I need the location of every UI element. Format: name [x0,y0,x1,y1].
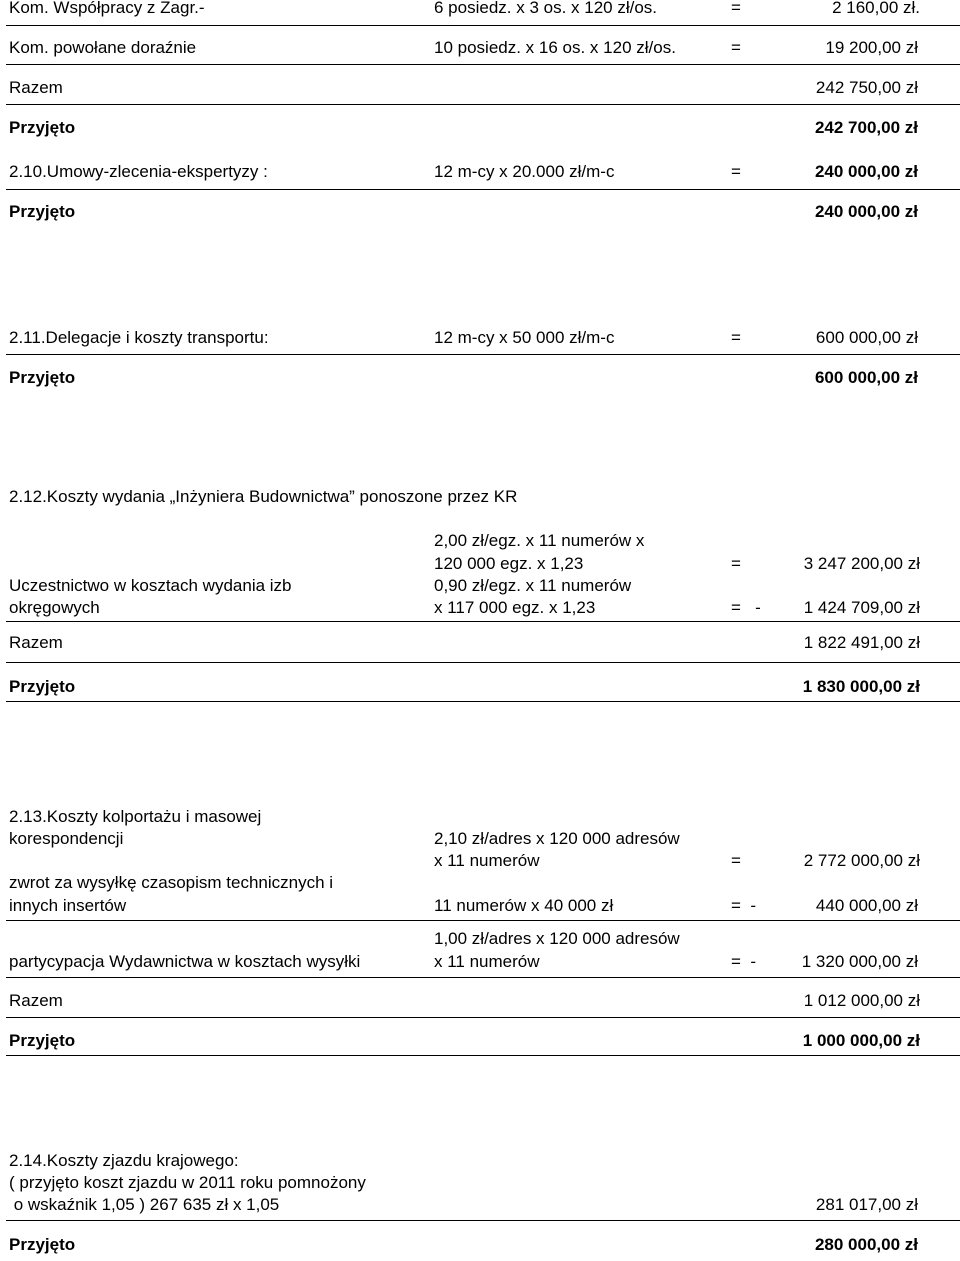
accepted-label: Przyjęto [9,118,76,137]
row-equals: = - [731,896,757,915]
row-amount: 440 000,00 zł [815,896,918,915]
row-label: Kom. powołane doraźnie [9,38,197,57]
row-amount: 600 000,00 zł [815,328,918,347]
accepted-label: Przyjęto [9,1235,76,1254]
row-calc: 6 posiedz. x 3 os. x 120 zł/os. [434,0,658,17]
row-calc: 1,00 zł/adres x 120 000 adresów [434,929,680,948]
row-calc: 0,90 zł/egz. x 11 numerów [434,576,632,595]
section-title: 2.11.Delegacje i koszty transportu: [9,328,269,347]
row-amount: 1 424 709,00 zł [803,598,920,617]
row-equals: = - [731,952,757,971]
row-calc: x 11 numerów [434,952,540,971]
accepted-amount: 1 000 000,00 zł [802,1031,920,1050]
row-calc: 12 m-cy x 20.000 zł/m-c [434,162,615,181]
row-label: partycypacja Wydawnictwa w kosztach wysyłki [9,952,361,971]
row-calc: 2,10 zł/adres x 120 000 adresów [434,829,680,848]
accepted-label: Przyjęto [9,368,76,387]
total-amount: 1 012 000,00 zł [803,991,920,1010]
row-calc: 10 posiedz. x 16 os. x 120 zł/os. [434,38,676,57]
section-title-line2: korespondencji [9,829,124,848]
divider [6,701,960,702]
accepted-label: Przyjęto [9,677,76,696]
row-amount: 3 247 200,00 zł [803,554,920,573]
section-title: 2.10.Umowy-zlecenia-ekspertyzy : [9,162,268,181]
divider [6,25,960,26]
total-amount: 1 822 491,00 zł [803,633,920,652]
row-calc: 2,00 zł/egz. x 11 numerów x [434,531,645,550]
accepted-label: Przyjęto [9,1031,76,1050]
row-equals: = [731,0,741,17]
row-label: zwrot za wysyłkę czasopism technicznych i [9,873,334,892]
divider [6,662,960,663]
accepted-amount: 600 000,00 zł [814,368,918,387]
section-title: 2.12.Koszty wydania „Inżyniera Budownictwa” ponoszone przez KR [9,487,518,506]
row-calc: x 11 numerów [434,851,540,870]
row-equals: = [731,328,741,347]
section-note: o wskaźnik 1,05 ) 267 635 zł x 1,05 [9,1195,280,1214]
row-label: Uczestnictwo w kosztach wydania izb [9,576,292,595]
accepted-label: Przyjęto [9,202,76,221]
row-calc: x 117 000 egz. x 1,23 [434,598,596,617]
row-equals: = [731,162,741,181]
row-calc: 12 m-cy x 50 000 zł/m-c [434,328,615,347]
section-title: 2.13.Koszty kolportażu i masowej [9,807,262,826]
divider [6,189,960,190]
row-calc: 120 000 egz. x 1,23 [434,554,584,573]
row-amount: 1 320 000,00 zł [801,952,918,971]
total-label: Razem [9,78,63,97]
section-note: ( przyjęto koszt zjazdu w 2011 roku pomnożony [9,1173,366,1192]
divider [6,354,960,355]
row-amount: 2 772 000,00 zł [803,851,920,870]
row-amount: 281 017,00 zł [815,1195,918,1214]
row-equals: = [731,851,741,870]
divider [6,1017,960,1018]
row-label: innych insertów [9,896,127,915]
row-equals: = [731,554,741,573]
total-amount: 242 750,00 zł [815,78,918,97]
accepted-amount: 1 830 000,00 zł [802,677,920,696]
divider [6,621,960,622]
row-label: Kom. Współpracy z Zagr.- [9,0,205,17]
accepted-amount: 240 000,00 zł [814,202,918,221]
divider [6,920,960,921]
row-amount: 19 200,00 zł [825,38,918,57]
divider [6,104,960,105]
total-label: Razem [9,633,63,652]
row-amount: 240 000,00 zł [814,162,918,181]
total-label: Razem [9,991,63,1010]
divider [6,1220,960,1221]
row-calc: 11 numerów x 40 000 zł [434,896,614,915]
accepted-amount: 280 000,00 zł [814,1235,918,1254]
divider [6,977,960,978]
row-equals: = [731,38,741,57]
row-amount: 2 160,00 zł. [832,0,920,17]
accepted-amount: 242 700,00 zł [814,118,918,137]
row-label: okręgowych [9,598,100,617]
divider [6,1055,960,1056]
row-equals: = - [731,598,761,617]
section-title: 2.14.Koszty zjazdu krajowego: [9,1151,239,1170]
divider [6,64,960,65]
